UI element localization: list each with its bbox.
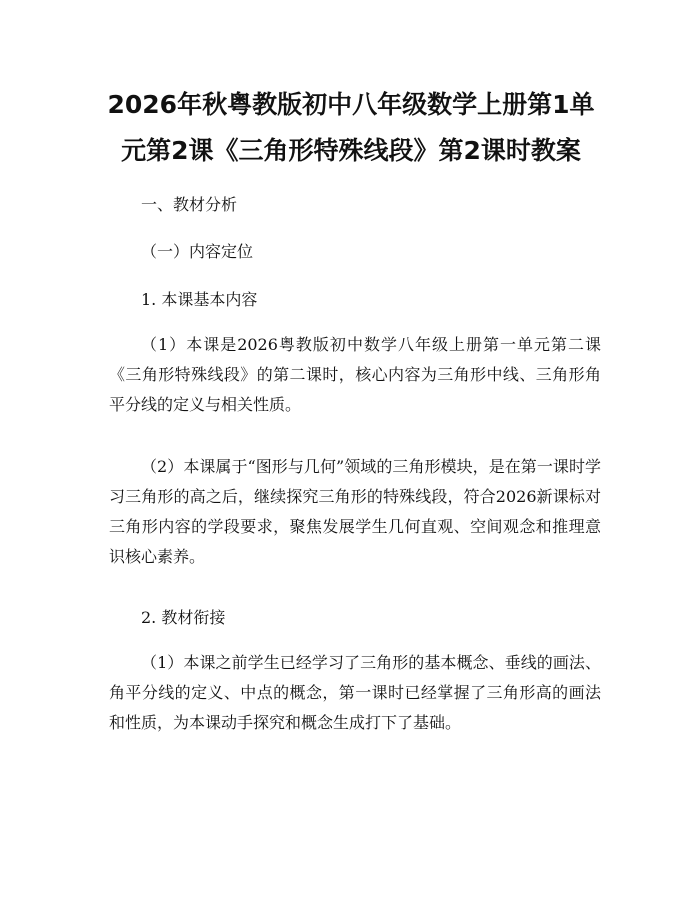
item-heading-material-connection: 2. 教材衔接 <box>141 608 226 627</box>
item-heading-basic-content: 1. 本课基本内容 <box>141 290 258 309</box>
paragraph-material-connection-1: （1）本课之前学生已经学习了三角形的基本概念、垂线的画法、角平分线的定义、中点的概念，第一课时已经掌握了三角形高的画法和性质，为本课动手探究和概念生成打下了基础。 <box>109 653 601 732</box>
paragraph-basic-content-2: （2）本课属于“图形与几何”领域的三角形模块，是在第一课时学习三角形的高之后，继续探究三角形的特殊线段，符合2026新课标对三角形内容的学段要求，聚焦发展学生几何直观、空间观念和推理意识核心素养。 <box>109 457 601 566</box>
paragraph-basic-content-1: （1）本课是2026粤教版初中数学八年级上册第一单元第二课《三角形特殊线段》的第二课时，核心内容为三角形中线、三角形角平分线的定义与相关性质。 <box>109 335 601 414</box>
document-title-line-2: 元第2课《三角形特殊线段》第2课时教案 <box>121 136 581 165</box>
section-heading-teaching-material-analysis: 一、教材分析 <box>141 195 238 214</box>
document-title-line-1: 2026年秋粤教版初中八年级数学上册第1单 <box>107 90 595 119</box>
subsection-heading-content-positioning: （一）内容定位 <box>141 242 254 261</box>
